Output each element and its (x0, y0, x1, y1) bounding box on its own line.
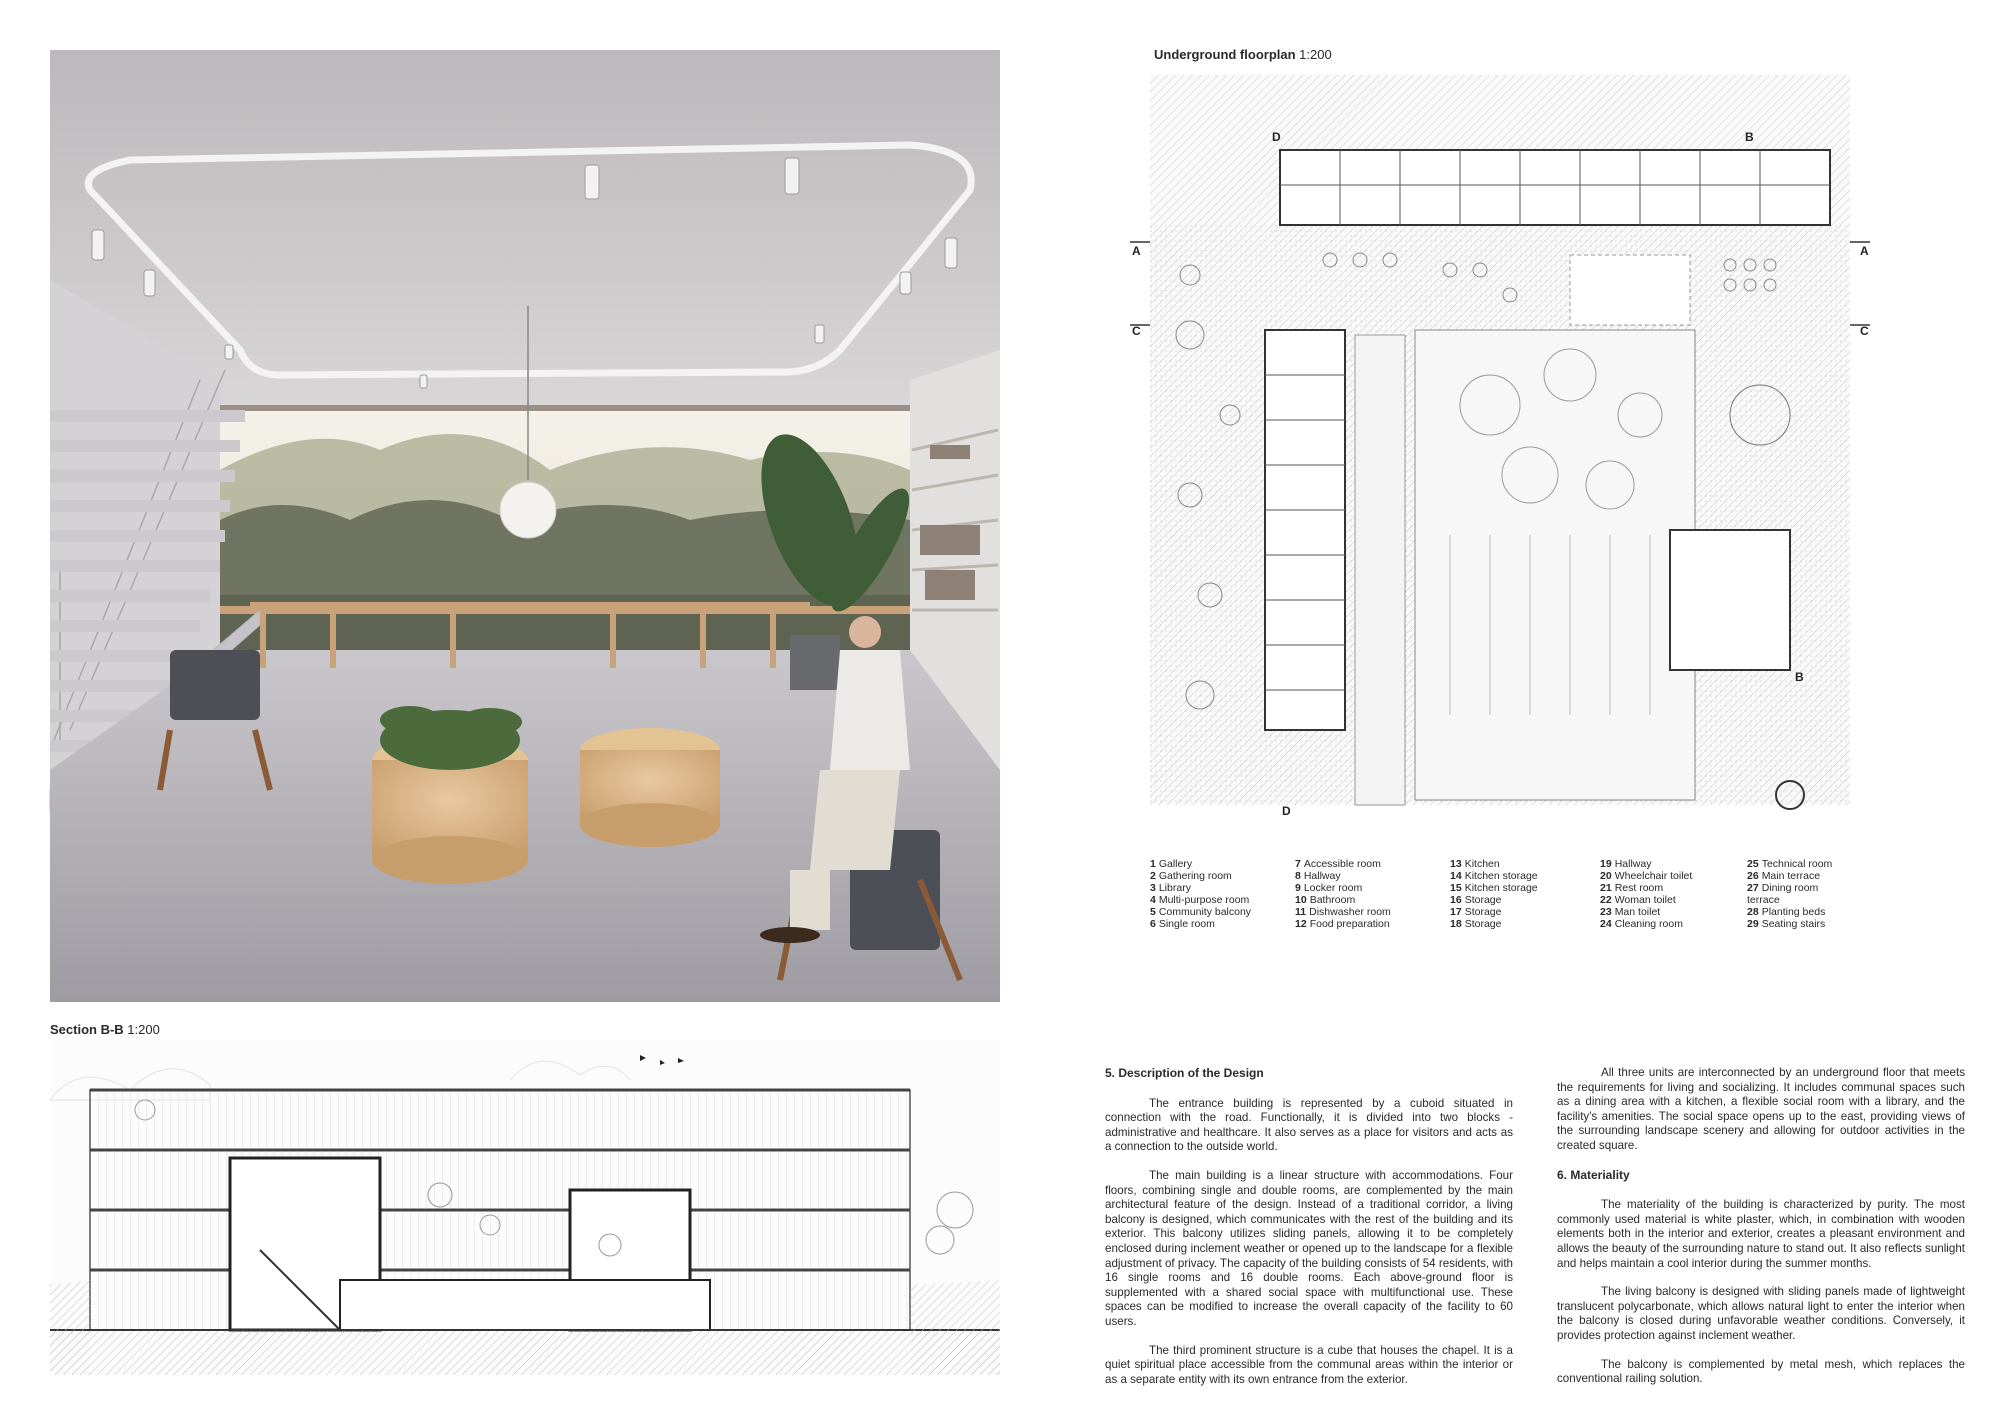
heading-materiality: 6. Materiality (1557, 1167, 1630, 1182)
legend-item: 7 Accessible room (1295, 858, 1381, 870)
legend-item: 2 Gathering room (1150, 870, 1232, 882)
legend-item: 5 Community balcony (1150, 906, 1252, 918)
floorplan-title (1154, 47, 1332, 62)
legend-item: 17 Storage (1450, 906, 1502, 918)
description-column-left (1105, 1066, 1513, 1401)
floorplan-svg (1132, 75, 1869, 818)
section-mark-c-left: C (1132, 324, 1141, 338)
legend-item: 23 Man toilet (1600, 906, 1661, 918)
legend-item: 4 Multi-purpose room (1150, 894, 1250, 906)
paragraph-underground-floor: All three units are interconnected by an underground floor that meets the requirements for living and socializing. It includes communal spaces such as a dining area with a kitchen, a flexible social room with a library, and the facility's amenities. The social space opens up to the east, providing views of the surrounding landscape scenery and allowing for outdoor activities in the created square. (1557, 1066, 1965, 1152)
legend-item: 25 Technical room (1747, 858, 1833, 870)
legend-column-2 (1295, 858, 1391, 930)
underground-floorplan-drawing (1132, 75, 1869, 818)
section-mark-a-left: A (1132, 244, 1141, 258)
section-mark-a-right: A (1860, 244, 1869, 258)
legend-item: 13 Kitchen (1450, 858, 1500, 870)
section-mark-b-top: B (1745, 130, 1754, 144)
legend-item: 15 Kitchen storage (1450, 882, 1538, 894)
section-mark-d-bottom: D (1282, 804, 1291, 818)
section-bb-drawing (50, 1040, 1000, 1375)
paragraph-main-building: The main building is a linear structure with accommodations. Four floors, combining single and double rooms, are complemented by the main architectural feature of the design. Instead of a traditional corridor, a living balcony is designed, which communicates with the rest of the building and its exterior. This balcony utilizes sliding panels, allowing it to be completely enclosed during inclement weather or opened up to the landscape for a flexible adjustment of privacy. The capacity of the building consists of 54 residents, with 16 single rooms and 16 double rooms. Each above-ground floor is supplemented with a shared social space with multifunctional use. These spaces can be modified to increase the overall capacity of the facility to 60 users. (1105, 1168, 1513, 1328)
legend-column-5 (1747, 858, 1850, 930)
paragraph-chapel: The third prominent structure is a cube that houses the chapel. It is a quiet spiritual place accessible from the communal areas within the interior or as a separate entity with its own entrance from the exterior. (1105, 1343, 1513, 1386)
paragraph-entrance-building: The entrance building is represented by a cuboid situated in connection with the road. Functionally, it is divided into two blocks - administrative and healthcare. It also serves as a place for visitors and acts as a connection to the outside world. (1105, 1096, 1513, 1154)
section-svg (50, 1040, 1000, 1375)
legend-item: 21 Rest room (1600, 882, 1664, 894)
legend-item: 12 Food preparation (1295, 918, 1390, 930)
legend-item: 14 Kitchen storage (1450, 870, 1538, 882)
legend-column-1 (1150, 858, 1251, 930)
interior-render-illustration (50, 50, 1000, 1002)
legend-item: 22 Woman toilet (1600, 894, 1676, 906)
floorplan-legend (1150, 858, 1850, 958)
legend-item: 11 Dishwasher room (1295, 906, 1391, 918)
legend-item: 26 Main terrace (1747, 870, 1821, 882)
floorplan-title-text: Underground floorplan (1154, 47, 1296, 62)
section-mark-b-bottom: B (1795, 670, 1804, 684)
section-title-text: Section B-B (50, 1022, 124, 1037)
legend-item: 6 Single room (1150, 918, 1215, 930)
legend-item: 18 Storage (1450, 918, 1502, 930)
legend-item: 19 Hallway (1600, 858, 1652, 870)
floorplan-scale: 1:200 (1299, 47, 1332, 62)
legend-column-3 (1450, 858, 1538, 930)
heading-description-of-design: 5. Description of the Design (1105, 1066, 1264, 1080)
legend-item: 16 Storage (1450, 894, 1502, 906)
legend-item: 1 Gallery (1150, 858, 1193, 870)
legend-item: 28 Planting beds (1747, 906, 1826, 918)
legend-item: 29 Seating stairs (1747, 918, 1826, 930)
paragraph-living-balcony: The living balcony is designed with sliding panels made of lightweight translucent polycarbonate, which allows natural light to enter the interior when the balcony is closed during unfavorable weather conditions. Conversely, it provides protection against inclement weather. (1557, 1285, 1965, 1342)
legend-column-4 (1600, 858, 1692, 930)
legend-item: 10 Bathroom (1295, 894, 1356, 906)
legend-item: 3 Library (1150, 882, 1191, 894)
description-column-right (1557, 1066, 1965, 1401)
paragraph-materiality: The materiality of the building is characterized by purity. The most commonly used material is white plaster, which, in combination with wooden elements both in the interior and exterior, creates a pleasant environment and allows the beauty of the surrounding nature to stand out. It also reflects sunlight and helps maintain a cool interior during the summer months. (1557, 1198, 1965, 1270)
section-title (50, 1022, 160, 1037)
legend-item: 27 Dining room terrace (1747, 882, 1819, 906)
legend-item: 9 Locker room (1295, 882, 1363, 894)
section-mark-d-top: D (1272, 130, 1281, 144)
interior-render-image (50, 50, 1000, 1002)
legend-item: 24 Cleaning room (1600, 918, 1683, 930)
section-mark-c-right: C (1860, 324, 1869, 338)
section-scale: 1:200 (127, 1022, 160, 1037)
paragraph-metal-mesh: The balcony is complemented by metal mesh, which replaces the conventional railing solution. (1557, 1357, 1965, 1386)
legend-item: 20 Wheelchair toilet (1600, 870, 1693, 882)
legend-item: 8 Hallway (1295, 870, 1341, 882)
